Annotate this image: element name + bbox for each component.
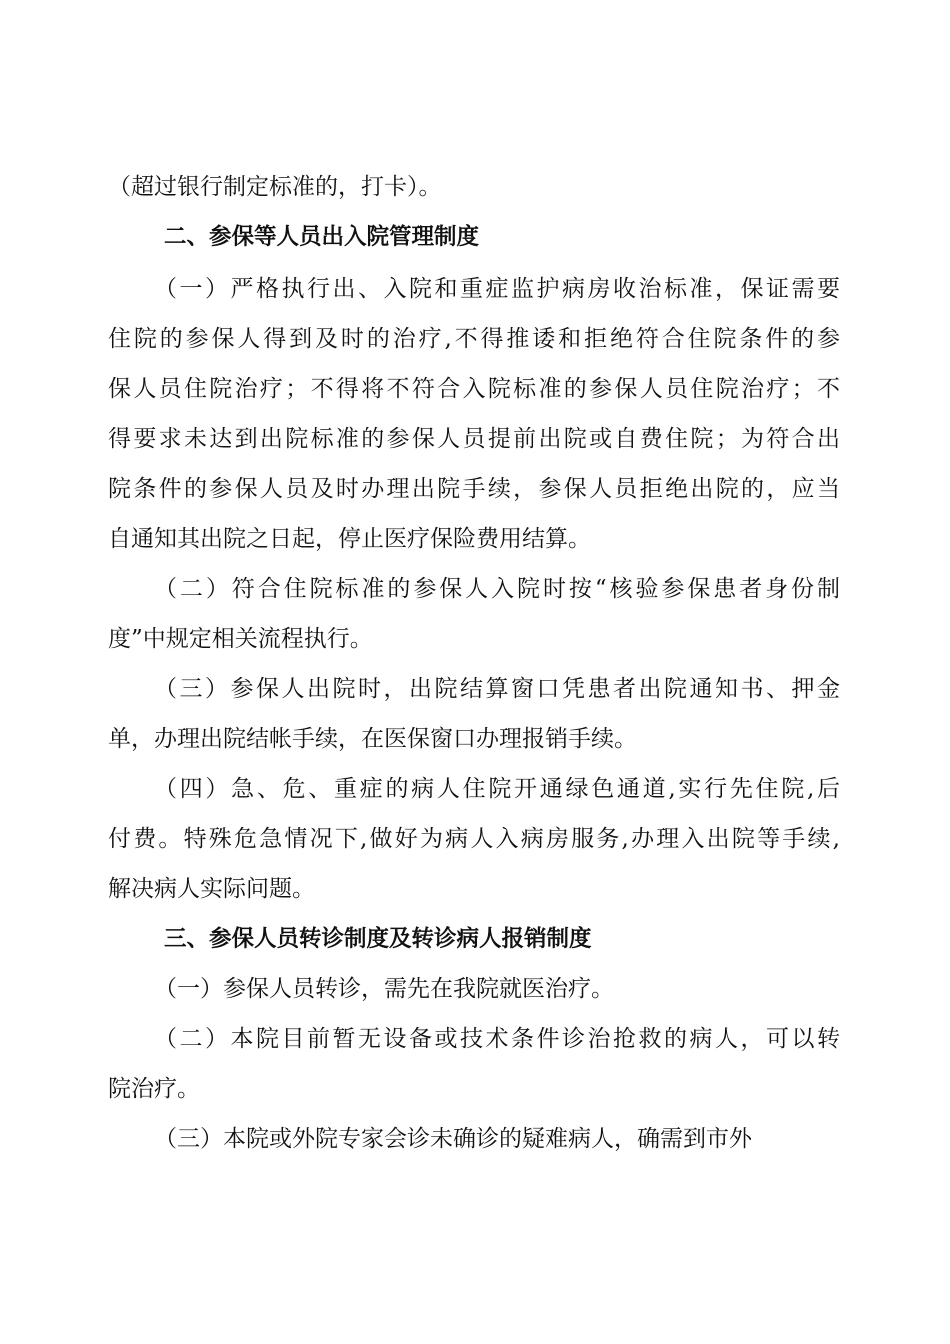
paragraph-line: 得要求未达到出院标准的参保人员提前出院或自费住院；为符合出 — [108, 426, 840, 452]
paragraph-line: （二）本院目前暂无设备或技术条件诊治抢救的病人，可以转 — [154, 1026, 840, 1052]
section-heading-referral: 三、参保人员转诊制度及转诊病人报销制度 — [164, 926, 592, 952]
paragraph-line: （一）严格执行出、入院和重症监护病房收治标准，保证需要 — [154, 276, 840, 302]
paragraph-line: （三）本院或外院专家会诊未确诊的疑难病人，确需到市外 — [154, 1126, 752, 1152]
paragraph-line: （二）符合住院标准的参保人入院时按“核验参保患者身份制 — [154, 576, 840, 602]
paragraph-line: 付费。特殊危急情况下,做好为病人入病房服务,办理入出院等手续, — [108, 826, 840, 852]
paragraph-line: （三）参保人出院时，出院结算窗口凭患者出院通知书、押金 — [154, 676, 840, 702]
paragraph-line: 院条件的参保人员及时办理出院手续，参保人员拒绝出院的，应当 — [108, 476, 840, 502]
paragraph-line: 度”中规定相关流程执行。 — [108, 626, 373, 652]
paragraph-line: 单，办理出院结帐手续，在医保窗口办理报销手续。 — [108, 726, 637, 752]
paragraph-line: 自通知其出院之日起，停止医疗保险费用结算。 — [108, 526, 591, 552]
paragraph-line: （四）急、危、重症的病人住院开通绿色通道,实行先住院,后 — [154, 776, 840, 802]
paragraph-line: 保人员住院治疗；不得将不符合入院标准的参保人员住院治疗；不 — [108, 376, 840, 402]
section-heading-admission-discharge: 二、参保等人员出入院管理制度 — [164, 224, 480, 250]
paragraph-line-continuation: （超过银行制定标准的，打卡）。 — [108, 174, 442, 200]
paragraph-line: （一）参保人员转诊，需先在我院就医治疗。 — [154, 976, 614, 1002]
paragraph-line: 住院的参保人得到及时的治疗,不得推诿和拒绝符合住院条件的参 — [108, 326, 840, 352]
paragraph-line: 院治疗。 — [108, 1076, 200, 1102]
paragraph-line: 解决病人实际问题。 — [108, 876, 315, 902]
